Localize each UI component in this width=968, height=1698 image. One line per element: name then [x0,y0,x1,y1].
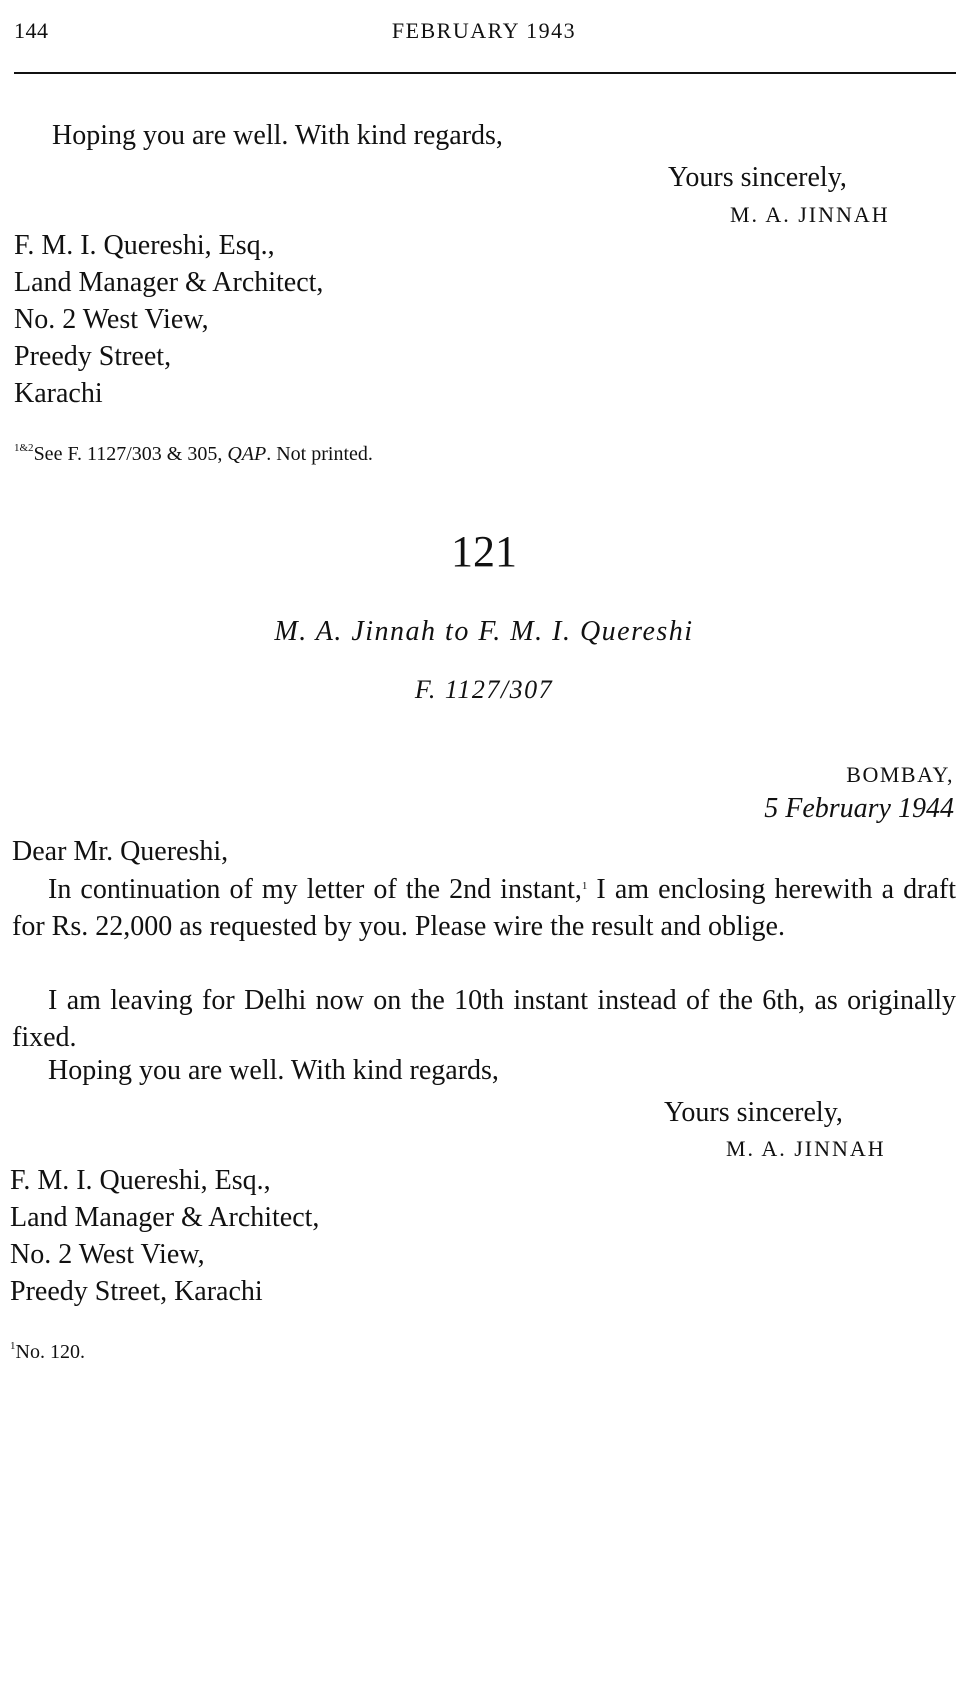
paragraph-1-text-cont: I am enclosing herewith a draft for Rs. 22,000 as requested by you. Please wire the result and oblige. [12,874,956,942]
address-line: F. M. I. Quereshi, Esq., [10,1165,271,1196]
footnote-text: No. 120. [15,1341,85,1363]
header-rule [14,72,956,74]
prev-address-line: No. 2 West View, [14,304,209,335]
footnote-ref: 1 [581,880,588,892]
address-line: No. 2 West View, [10,1239,205,1270]
letter-date: 5 February 1944 [764,793,954,824]
document-number: 121 [451,527,517,576]
document-reference: F. 1127/307 [414,675,554,704]
paragraph-1 [12,871,956,945]
prev-address-line: Land Manager & Architect, [14,267,324,298]
prev-valediction: Yours sincerely, [668,162,847,193]
footnote-text: See F. 1127/303 & 305, [33,443,228,465]
prev-address-line: F. M. I. Quereshi, Esq., [14,230,275,261]
salutation: Dear Mr. Quereshi, [12,836,229,867]
closing-line: Hoping you are well. With kind regards, [48,1055,499,1086]
prev-address-line: Preedy Street, [14,341,172,372]
document-title: M. A. Jinnah to F. M. I. Quereshi [274,616,694,647]
footnote [10,1341,85,1364]
running-head: FEBRUARY 1943 [391,18,577,43]
footnote-marker: 1&2 [14,442,34,454]
paragraph-2: I am leaving for Delhi now on the 10th instant instead of the 6th, as originally fixed. [12,985,956,1053]
valediction: Yours sincerely, [664,1097,843,1128]
signer: M. A. JINNAH [726,1136,886,1161]
address-line: Preedy Street, Karachi [10,1276,263,1307]
prev-closing-line: Hoping you are well. With kind regards, [52,120,503,151]
footnote-text-end: . Not printed. [266,443,373,465]
prev-address-line: Karachi [14,378,103,409]
address-line: Land Manager & Architect, [10,1202,320,1233]
paragraph-1-text: In continuation of my letter of the 2nd instant, [48,874,582,905]
letter-place: BOMBAY, [846,762,954,787]
prev-footnote [14,443,373,466]
prev-signer: M. A. JINNAH [730,202,890,227]
page-number: 144 [14,18,49,43]
footnote-abbrev: QAP [227,443,267,465]
footnote-marker: 1 [10,1340,16,1352]
